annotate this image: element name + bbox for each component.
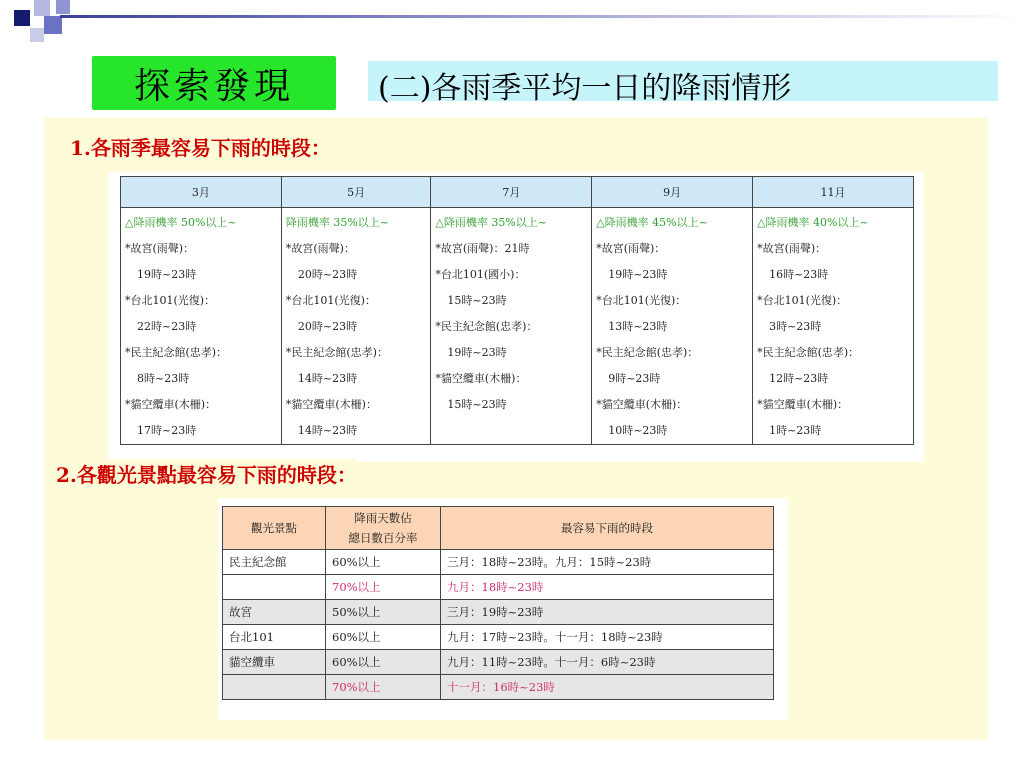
- rain-time-range: 19時~23時: [447, 346, 507, 359]
- month-cell: [753, 208, 914, 445]
- site-table-header-row: [223, 507, 774, 550]
- rain-probability: △降雨機率 45%以上~: [596, 216, 708, 229]
- decor-square: [34, 0, 50, 16]
- rain-time-range: 20時~23時: [297, 268, 358, 281]
- site-table-container: [218, 498, 788, 720]
- month-header: 3月: [121, 177, 282, 208]
- site-label: *故宮(雨聲)：: [125, 242, 195, 255]
- season-table-body-row: [121, 208, 914, 445]
- rain-time-range: 15時~23時: [447, 398, 507, 411]
- season-table-container: [108, 172, 924, 462]
- section1-title: 1.各雨季最容易下雨的時段：: [70, 136, 331, 160]
- period-cell: 九月：11時~23時。十一月：6時~23時: [441, 650, 774, 675]
- corner-decoration: [0, 0, 80, 50]
- site-label: *貓空纜車(木柵)：: [285, 398, 377, 411]
- period-cell: 三月：19時~23時: [441, 600, 774, 625]
- decor-square: [44, 16, 62, 34]
- site-label: *民主紀念館(忠孝)：: [596, 346, 699, 359]
- site-label: *貓空纜車(木柵)：: [125, 398, 217, 411]
- rate-header-line: 總日數百分率: [348, 531, 418, 545]
- rain-time-range: 20時~23時: [297, 320, 358, 333]
- site-label: *故宮(雨聲)：: [757, 242, 827, 255]
- site-label: *台北101(光復)：: [596, 294, 687, 307]
- decor-square: [30, 28, 44, 42]
- table-row: [223, 675, 774, 700]
- rate-cell: 70%以上: [326, 575, 441, 600]
- site-label: *台北101(國小)：: [435, 268, 526, 281]
- table-row: [223, 625, 774, 650]
- rate-cell: 70%以上: [326, 675, 441, 700]
- site-label: *故宮(雨聲)：: [285, 242, 355, 255]
- month-cell: [431, 208, 592, 445]
- month-cell: [281, 208, 431, 445]
- rate-cell: 60%以上: [326, 550, 441, 575]
- site-cell: 台北101: [223, 625, 326, 650]
- slide-subtitle: (二)各雨季平均一日的降雨情形: [368, 61, 998, 101]
- site-label: *貓空纜車(木柵)：: [596, 398, 688, 411]
- site-label: *台北101(光復)：: [757, 294, 848, 307]
- rain-time-range: 19時~23時: [608, 268, 668, 281]
- table-row: [223, 575, 774, 600]
- table-row: [223, 600, 774, 625]
- rain-time-range: 1時~23時: [769, 424, 822, 437]
- month-header: 5月: [281, 177, 431, 208]
- slide-title-badge: 探索發現: [92, 56, 336, 110]
- rate-cell: 50%以上: [326, 600, 441, 625]
- site-cell: 故宮: [223, 600, 326, 625]
- period-cell: 九月：18時~23時: [441, 575, 774, 600]
- site-label: *貓空纜車(木柵)：: [435, 372, 527, 385]
- site-label: *台北101(光復)：: [285, 294, 376, 307]
- rain-probability: △降雨機率 40%以上~: [757, 216, 869, 229]
- rate-header: [326, 507, 441, 550]
- decor-square: [14, 10, 30, 26]
- site-label: *台北101(光復)：: [125, 294, 216, 307]
- site-label: *民主紀念館(忠孝)：: [285, 346, 388, 359]
- site-header: 觀光景點: [223, 507, 326, 550]
- rain-time-range: 15時~23時: [447, 294, 507, 307]
- rain-time-range: 3時~23時: [769, 320, 822, 333]
- month-cell: [592, 208, 753, 445]
- site-cell: [223, 575, 326, 600]
- month-cell: [121, 208, 282, 445]
- rain-time-range: 12時~23時: [769, 372, 829, 385]
- season-rain-table: [120, 176, 914, 445]
- decor-square: [56, 0, 70, 14]
- table-row: [223, 650, 774, 675]
- rain-time-range: 16時~23時: [769, 268, 829, 281]
- month-header: 9月: [592, 177, 753, 208]
- rain-time-range: 13時~23時: [608, 320, 668, 333]
- site-cell: 貓空纜車: [223, 650, 326, 675]
- site-table-body: [223, 550, 774, 700]
- rain-time-range: 22時~23時: [137, 320, 197, 333]
- site-label: *故宮(雨聲)：21時: [435, 242, 530, 255]
- season-table-header-row: [121, 177, 914, 208]
- rain-time-range: 14時~23時: [297, 424, 358, 437]
- section2-title: 2.各觀光景點最容易下雨的時段：: [56, 459, 357, 488]
- site-label: *貓空纜車(木柵)：: [757, 398, 849, 411]
- period-header: 最容易下雨的時段: [441, 507, 774, 550]
- site-label: *故宮(雨聲)：: [596, 242, 666, 255]
- rate-cell: 60%以上: [326, 625, 441, 650]
- site-label: *民主紀念館(忠孝)：: [435, 320, 538, 333]
- top-divider-bar: [60, 15, 1024, 18]
- site-cell: 民主紀念館: [223, 550, 326, 575]
- site-cell: [223, 675, 326, 700]
- month-header: 11月: [753, 177, 914, 208]
- rain-time-range: 17時~23時: [137, 424, 197, 437]
- rate-header-line: 降雨天數佔: [354, 511, 412, 525]
- month-header: 7月: [431, 177, 592, 208]
- period-cell: 十一月：16時~23時: [441, 675, 774, 700]
- rain-time-range: 9時~23時: [608, 372, 661, 385]
- rain-probability: 降雨機率 35%以上~: [285, 216, 390, 229]
- rate-cell: 60%以上: [326, 650, 441, 675]
- site-label: *民主紀念館(忠孝)：: [757, 346, 860, 359]
- site-label: *民主紀念館(忠孝)：: [125, 346, 228, 359]
- rain-time-range: 8時~23時: [137, 372, 190, 385]
- period-cell: 三月：18時~23時。九月：15時~23時: [441, 550, 774, 575]
- rain-probability: △降雨機率 50%以上~: [125, 216, 237, 229]
- period-cell: 九月：17時~23時。十一月：18時~23時: [441, 625, 774, 650]
- rain-probability: △降雨機率 35%以上~: [435, 216, 547, 229]
- table-row: [223, 550, 774, 575]
- site-rain-table: [222, 506, 774, 700]
- rain-time-range: 10時~23時: [608, 424, 668, 437]
- rain-time-range: 14時~23時: [297, 372, 358, 385]
- rain-time-range: 19時~23時: [137, 268, 197, 281]
